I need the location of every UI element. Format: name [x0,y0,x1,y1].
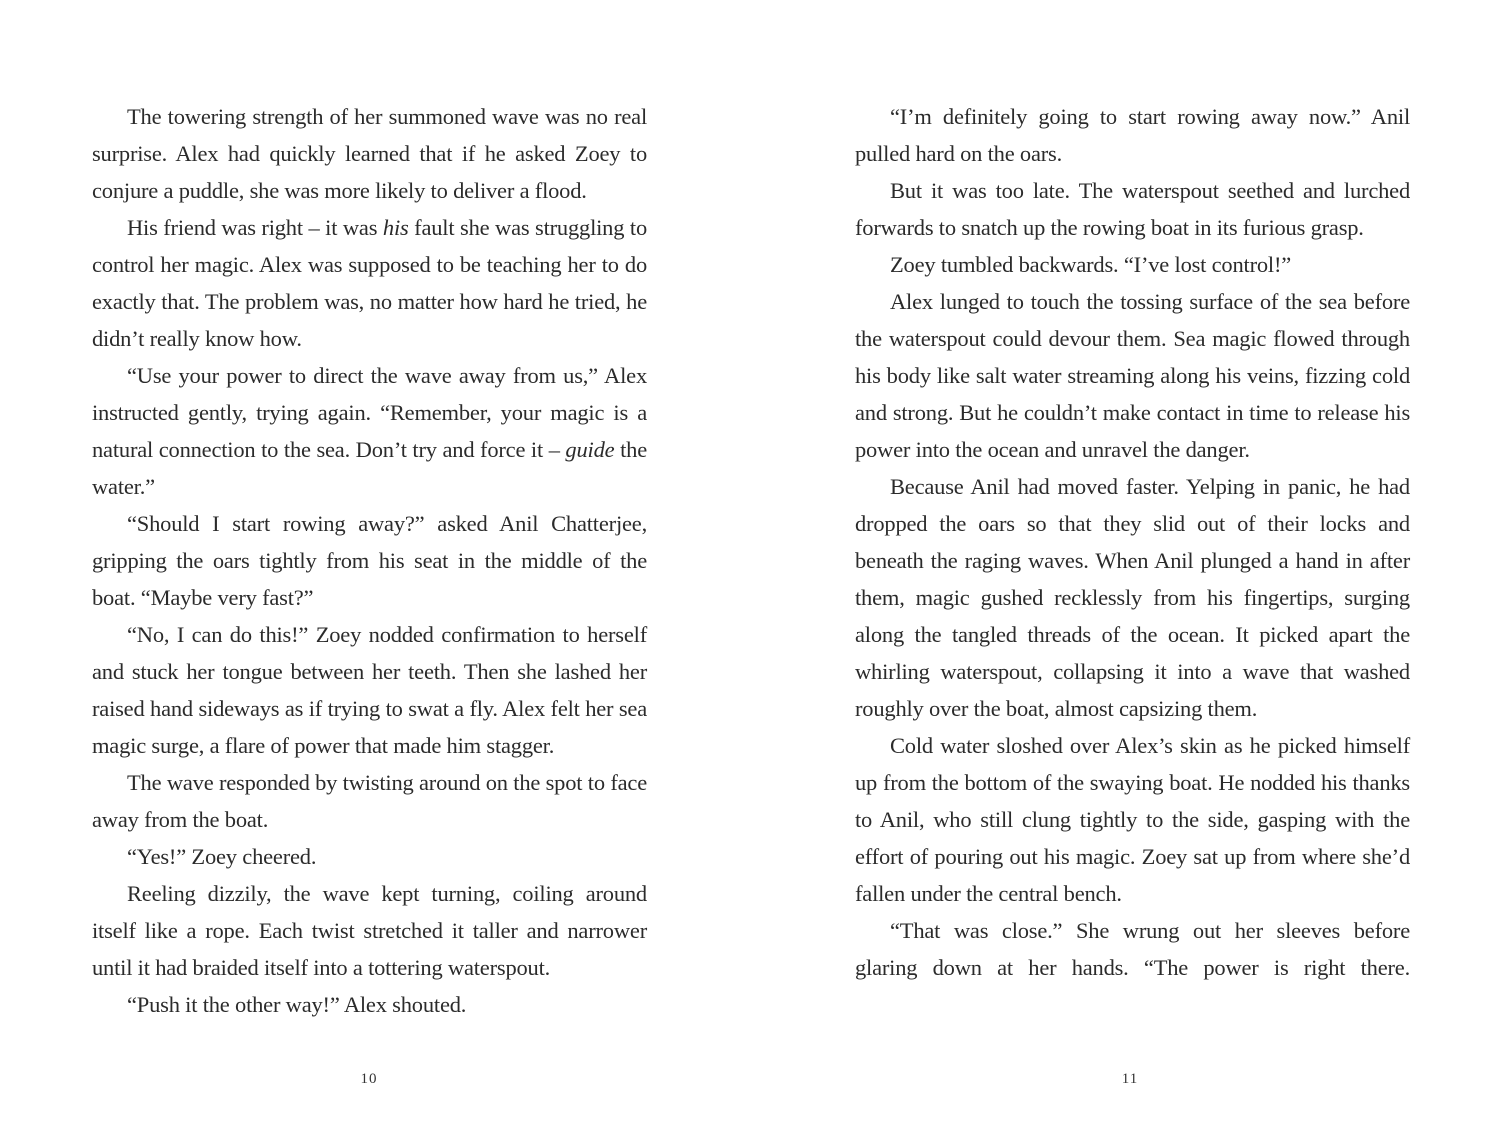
paragraph: Zoey tumbled backwards. “I’ve lost control!” [890,252,1292,277]
page-number-left: 10 [360,1071,378,1087]
paragraph: Reeling dizzily, the wave kept turning, coiling around itself like a rope. Each twist stretched it taller and narrower until it had braided itself into a tottering waterspout. [92,881,647,980]
paragraph: “Yes!” Zoey cheered. [127,844,317,869]
paragraph: His friend was right – it was his fault she was struggling to control her magic. Alex was supposed to be teaching her to do exactly that. The problem was, no matter how hard he tried, he didn’t really know how. [92,215,647,351]
paragraph: The wave responded by twisting around on the spot to face away from the boat. [92,770,647,832]
paragraph: Alex lunged to touch the tossing surface of the sea before the waterspout could devour them. Sea magic flowed through his body like salt water streaming along his veins, fizzing cold and strong. But he couldn’t make contact in time to release his power into the ocean and unravel the danger. [855,289,1410,462]
page-number-right: 11 [1121,1071,1139,1087]
paragraph: Cold water sloshed over Alex’s skin as he picked himself up from the bottom of the swaying boat. He nodded his thanks to Anil, who still clung tightly to the side, gasping with the effort of pouring out his magic. Zoey sat up from where she’d fallen under the central bench. [855,733,1410,906]
paragraph: “I’m definitely going to start rowing away now.” Anil pulled hard on the oars. [855,104,1410,166]
italic-emphasis: his [382,215,409,240]
paragraph: “Should I start rowing away?” asked Anil Chatterjee, gripping the oars tightly from his seat in the middle of the boat. “Maybe very fast?” [92,511,647,610]
right-page-text [855,98,1410,986]
paragraph: “That was close.” She wrung out her sleeves before glaring down at her hands. “The power is right there. [855,918,1410,980]
paragraph: “Use your power to direct the wave away from us,” Alex instructed gently, trying again. “Remember, your magic is a natural connection to the sea. Don’t try and force it – guide the water.” [92,363,647,499]
italic-emphasis: guide [565,437,615,462]
paragraph: “No, I can do this!” Zoey nodded confirmation to herself and stuck her tongue between her teeth. Then she lashed her raised hand sideways as if trying to swat a fly. Alex felt her sea magic surge, a flare of power that made him stagger. [92,622,647,758]
paragraph: Because Anil had moved faster. Yelping in panic, he had dropped the oars so that they slid out of their locks and beneath the raging waves. When Anil plunged a hand in after them, magic gushed recklessly from his fingertips, surging along the tangled threads of the ocean. It picked apart the whirling waterspout, collapsing it into a wave that washed roughly over the boat, almost capsizing them. [855,474,1410,721]
paragraph: The towering strength of her summoned wave was no real surprise. Alex had quickly learned that if he asked Zoey to conjure a puddle, she was more likely to deliver a flood. [92,104,647,203]
paragraph: But it was too late. The waterspout seethed and lurched forwards to snatch up the rowing boat in its furious grasp. [855,178,1410,240]
left-page-text [92,98,647,1023]
paragraph: “Push it the other way!” Alex shouted. [127,992,467,1017]
